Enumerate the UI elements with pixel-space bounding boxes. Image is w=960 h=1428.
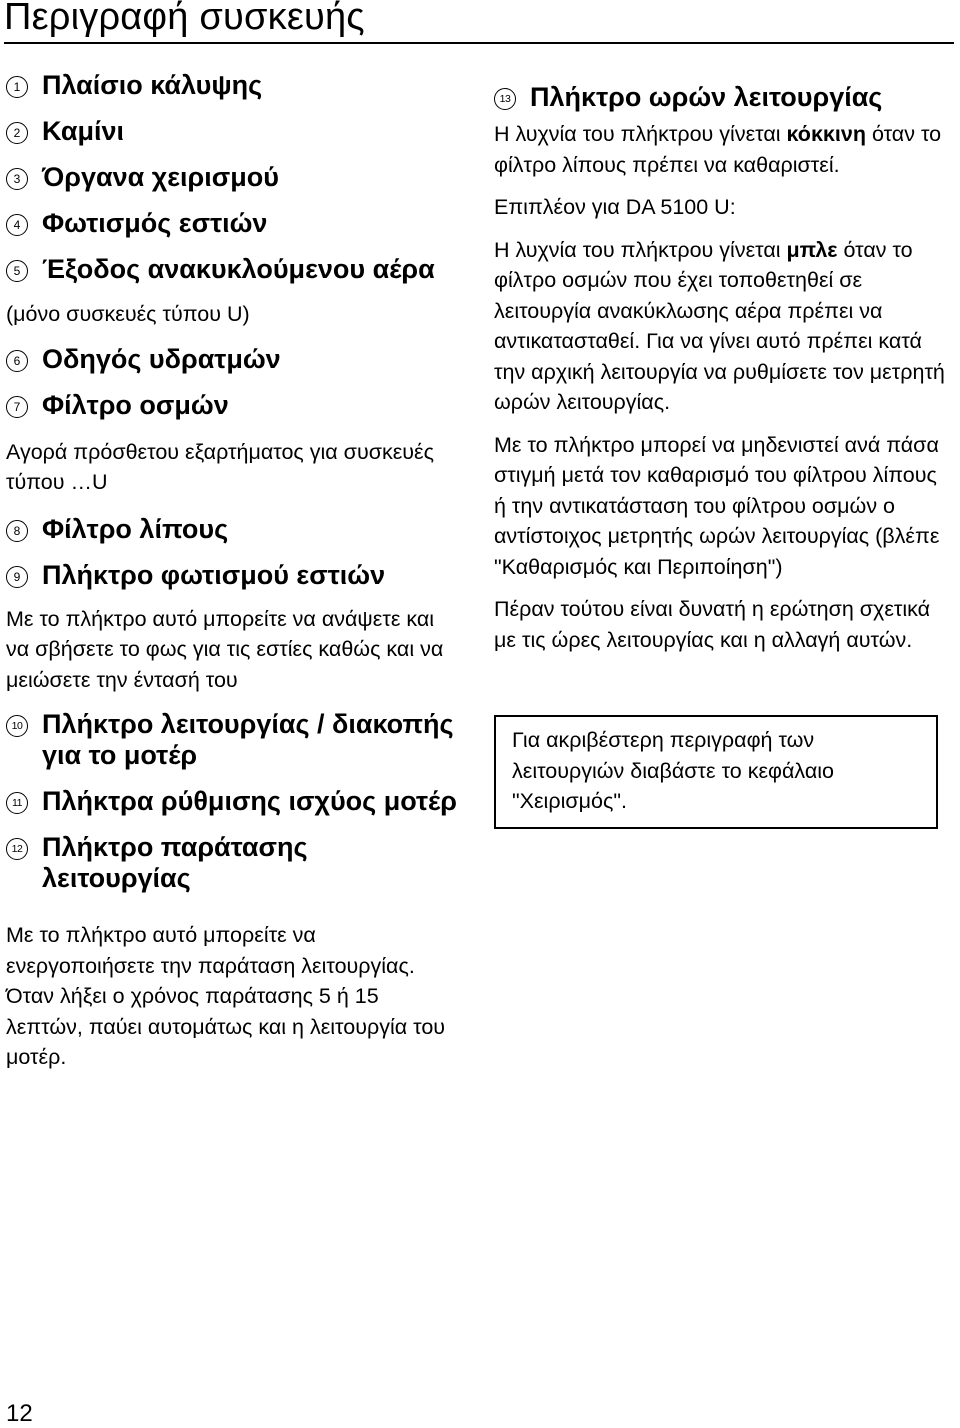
item-label-9: Πλήκτρο φωτισμού εστιών <box>42 559 386 590</box>
item-number-10: 10 <box>6 715 28 737</box>
item-number-12: 12 <box>6 838 28 860</box>
item-7-note: Αγορά πρόσθετου εξαρτήματος για συσκευές τύπου …U <box>6 439 435 494</box>
item-label-3: Όργανα χειρισμού <box>42 162 279 192</box>
list-item-9 <box>6 560 461 591</box>
item-number-9: 9 <box>6 566 28 588</box>
list-item-13 <box>494 82 950 113</box>
list-item-2 <box>6 116 461 147</box>
paragraph-odour-filter-start: Η λυχνία του πλήκτρου γίνεται <box>494 237 787 262</box>
item-label-6: Οδηγός υδρατμών <box>42 343 281 374</box>
paragraph-odour-filter <box>494 235 950 418</box>
item-label-5: Έξοδος ανακυκλούμενου αέρα <box>42 254 435 284</box>
left-column <box>6 70 461 1073</box>
item-number-13: 13 <box>494 88 516 110</box>
item-number-5: 5 <box>6 260 28 282</box>
list-item-4 <box>6 208 461 239</box>
item-number-2: 2 <box>6 122 28 144</box>
list-item-8 <box>6 514 461 545</box>
item-label-2: Καμίνι <box>42 116 125 146</box>
list-item-3 <box>6 162 461 193</box>
list-item-10 <box>6 709 461 771</box>
list-item-5 <box>6 254 461 285</box>
item-5-note: (μόνο συσκευές τύπου U) <box>6 302 250 326</box>
paragraph-reset-counter: Με το πλήκτρο μπορεί να μηδενιστεί ανά πάσα στιγμή μετά τον καθαρισμό του φίλτρου λίπους ή την αντικατάσταση του φίλτρου οσμών ο αντίστοιχος μετρητής ωρών λειτουργίας (βλέπε "Καθαρισμός και Περιποίηση") <box>494 432 940 579</box>
page-number: 12 <box>6 1400 33 1427</box>
right-column <box>494 82 950 829</box>
item-label-4: Φωτισμός εστιών <box>42 208 268 238</box>
list-item-1 <box>6 70 461 101</box>
list-item-11 <box>6 786 461 817</box>
item-label-1: Πλαίσιο κάλυψης <box>42 70 263 100</box>
note-box: Για ακριβέστερη περιγραφή των λειτουργιών διαβάστε το κεφάλαιο "Χειρισμός". <box>494 715 938 829</box>
red-label: κόκκινη <box>786 122 866 146</box>
paragraph-odour-filter-end: όταν το φίλτρο οσμών που έχει τοποθετηθεί σε λειτουργία ανακύκλωσης αέρα πρέπει να αντικατασταθεί. Για να γίνει αυτό πρέπει κατά την αρχική λειτουργία να ρυθμίσετε τον μετρητή ωρών λειτουργίας. <box>494 237 945 414</box>
item-number-4: 4 <box>6 214 28 236</box>
item-number-6: 6 <box>6 350 28 372</box>
item-label-7: Φίλτρο οσμών <box>42 389 229 420</box>
page-title: Περιγραφή συσκευής <box>4 0 365 38</box>
paragraph-model-note: Επιπλέον για DA 5100 U: <box>494 195 736 219</box>
list-item-12 <box>6 832 461 894</box>
item-number-3: 3 <box>6 168 28 190</box>
item-label-12: Πλήκτρο παράτασης λειτουργίας <box>42 832 308 893</box>
item-12-note: Με το πλήκτρο αυτό μπορείτε να ενεργοποιήσετε την παράταση λειτουργίας. Όταν λήξει ο χρόνος παράτασης 5 ή 15 λεπτών, παύει αυτομάτως και η λειτουργία του μοτέρ. <box>6 923 446 1069</box>
blue-label: μπλε <box>786 237 838 262</box>
item-9-note: Με το πλήκτρο αυτό μπορείτε να ανάψετε και να σβήσετε το φως για τις εστίες καθώς και να μειώσετε την έντασή του <box>6 606 444 692</box>
list-item-6 <box>6 344 461 375</box>
paragraph-grease-filter-start: Η λυχνία του πλήκτρου γίνεται <box>494 122 787 146</box>
paragraph-grease-filter-end: όταν το φίλτρο λίπους πρέπει να καθαριστεί. <box>494 122 942 177</box>
list-item-7 <box>6 390 461 421</box>
item-label-8: Φίλτρο λίπους <box>42 513 229 544</box>
item-number-8: 8 <box>6 520 28 542</box>
paragraph-grease-filter <box>494 119 944 180</box>
item-label-13: Πλήκτρο ωρών λειτουργίας <box>530 82 883 112</box>
item-number-1: 1 <box>6 76 28 98</box>
title-divider <box>4 42 954 44</box>
item-label-11: Πλήκτρα ρύθμισης ισχύος μοτέρ <box>42 786 457 816</box>
paragraph-query-hours: Πέραν τούτου είναι δυνατή η ερώτηση σχετικά με τις ώρες λειτουργίας και η αλλαγή αυτών. <box>494 597 931 652</box>
item-label-10: Πλήκτρο λειτουργίας / διακοπής για το μοτέρ <box>42 709 454 770</box>
item-number-11: 11 <box>6 792 28 814</box>
item-number-7: 7 <box>6 396 28 418</box>
